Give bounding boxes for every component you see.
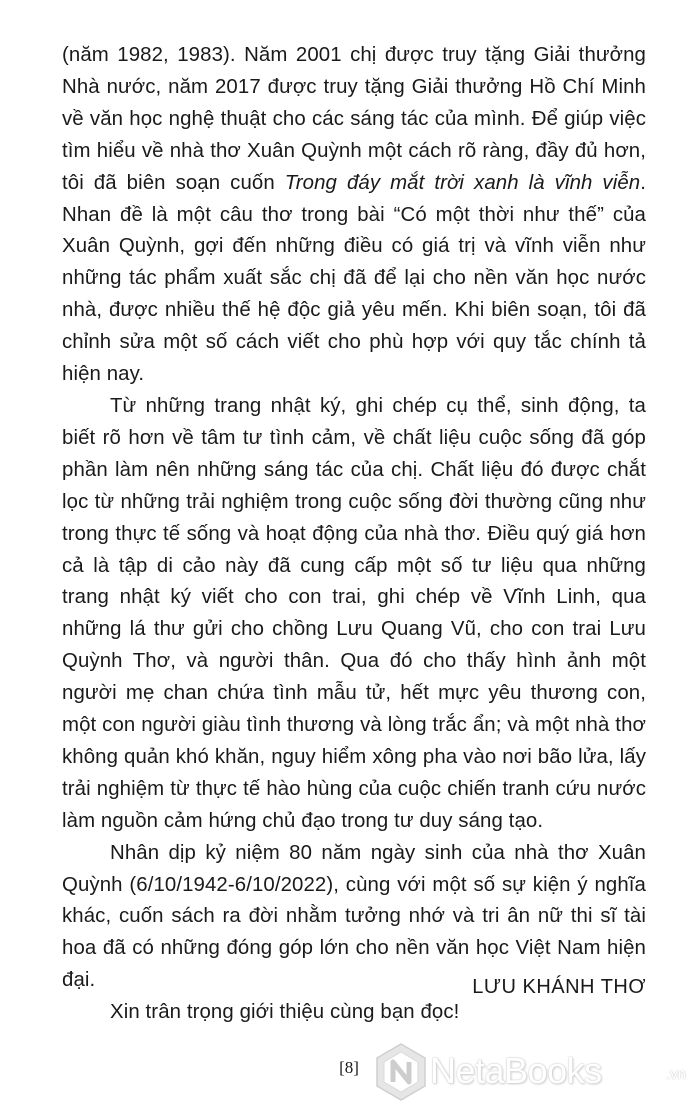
paragraph-1 [62,40,646,391]
book-title-italic: Trong đáy mắt trời xanh là vĩnh viễn [284,171,641,194]
paragraph-3: Nhân dịp kỷ niệm 80 năm ngày sinh của nhà thơ Xuân Quỳnh (6/10/1942-6/10/2022), cùng với một số sự kiện ý nghĩa khác, cuốn sách ra đời nhằm tưởng nhớ và tri ân nữ thi sĩ tài hoa đã có những đóng góp lớn cho nền văn học Việt Nam hiện đại. [62,841,646,992]
paragraph-4: Xin trân trọng giới thiệu cùng bạn đọc! [110,1001,460,1024]
netabooks-logo-icon [372,1040,430,1104]
paragraph-2: Từ những trang nhật ký, ghi chép cụ thể, sinh động, ta biết rõ hơn về tâm tư tình cảm, về chất liệu cuộc sống đã góp phần làm nên những sáng tác của chị. Chất liệu đó được chắt lọc từ những trải nghiệm trong cuộc sống đời thường cũng như trong thực tế sống và hoạt động của nhà thơ. Điều quý giá hơn cả là tập di cảo này đã cung cấp một số tư liệu qua những trang nhật ký viết cho con trai, ghi chép về Vĩnh Linh, qua những lá thư gửi cho chồng Lưu Quang Vũ, cho con trai Lưu Quỳnh Thơ, và người thân. Qua đó cho thấy hình ảnh một người mẹ chan chứa tình mẫu tử, hết mực yêu thương con, một con người giàu tình thương và lòng trắc ẩn; và một nhà thơ không quản khó khăn, nguy hiểm xông pha vào nơi bão lửa, lấy trải nghiệm từ thực tế hào hùng của cuộc chiến tranh cứu nước làm nguồn cảm hứng chủ đạo trong tư duy sáng tạo. [62,394,646,832]
watermark-brand: NetaBooks [430,1050,602,1091]
watermark-suffix: .vn [666,1066,687,1083]
paragraph-1-end: . Nhan đề là một câu thơ trong bài “Có một thời như thế” của Xuân Quỳnh, gợi đến những điều có giá trị và vĩnh viễn như những tác phẩm xuất sắc chị đã để lại cho nền văn học nước nhà, được nhiều thế hệ độc giả yêu mến. Khi biên soạn, tôi đã chỉnh sửa một số cách viết cho phù hợp với quy tắc chính tả hiện nay. [62,171,646,386]
watermark [372,1040,692,1104]
page-number: [8] [339,1058,359,1077]
paragraph-1-start: (năm 1982, 1983). Năm 2001 chị được truy tặng Giải thưởng Nhà nước, năm 2017 được truy tặng Giải thưởng Hồ Chí Minh về văn học nghệ thuật cho các sáng tác của mình. Để giúp việc tìm hiểu về nhà thơ Xuân Quỳnh một cách rõ ràng, đầy đủ hơn, tôi đã biên soạn cuốn [62,44,646,194]
body-text [62,40,646,1029]
author-signature: LƯU KHÁNH THƠ [472,976,646,998]
